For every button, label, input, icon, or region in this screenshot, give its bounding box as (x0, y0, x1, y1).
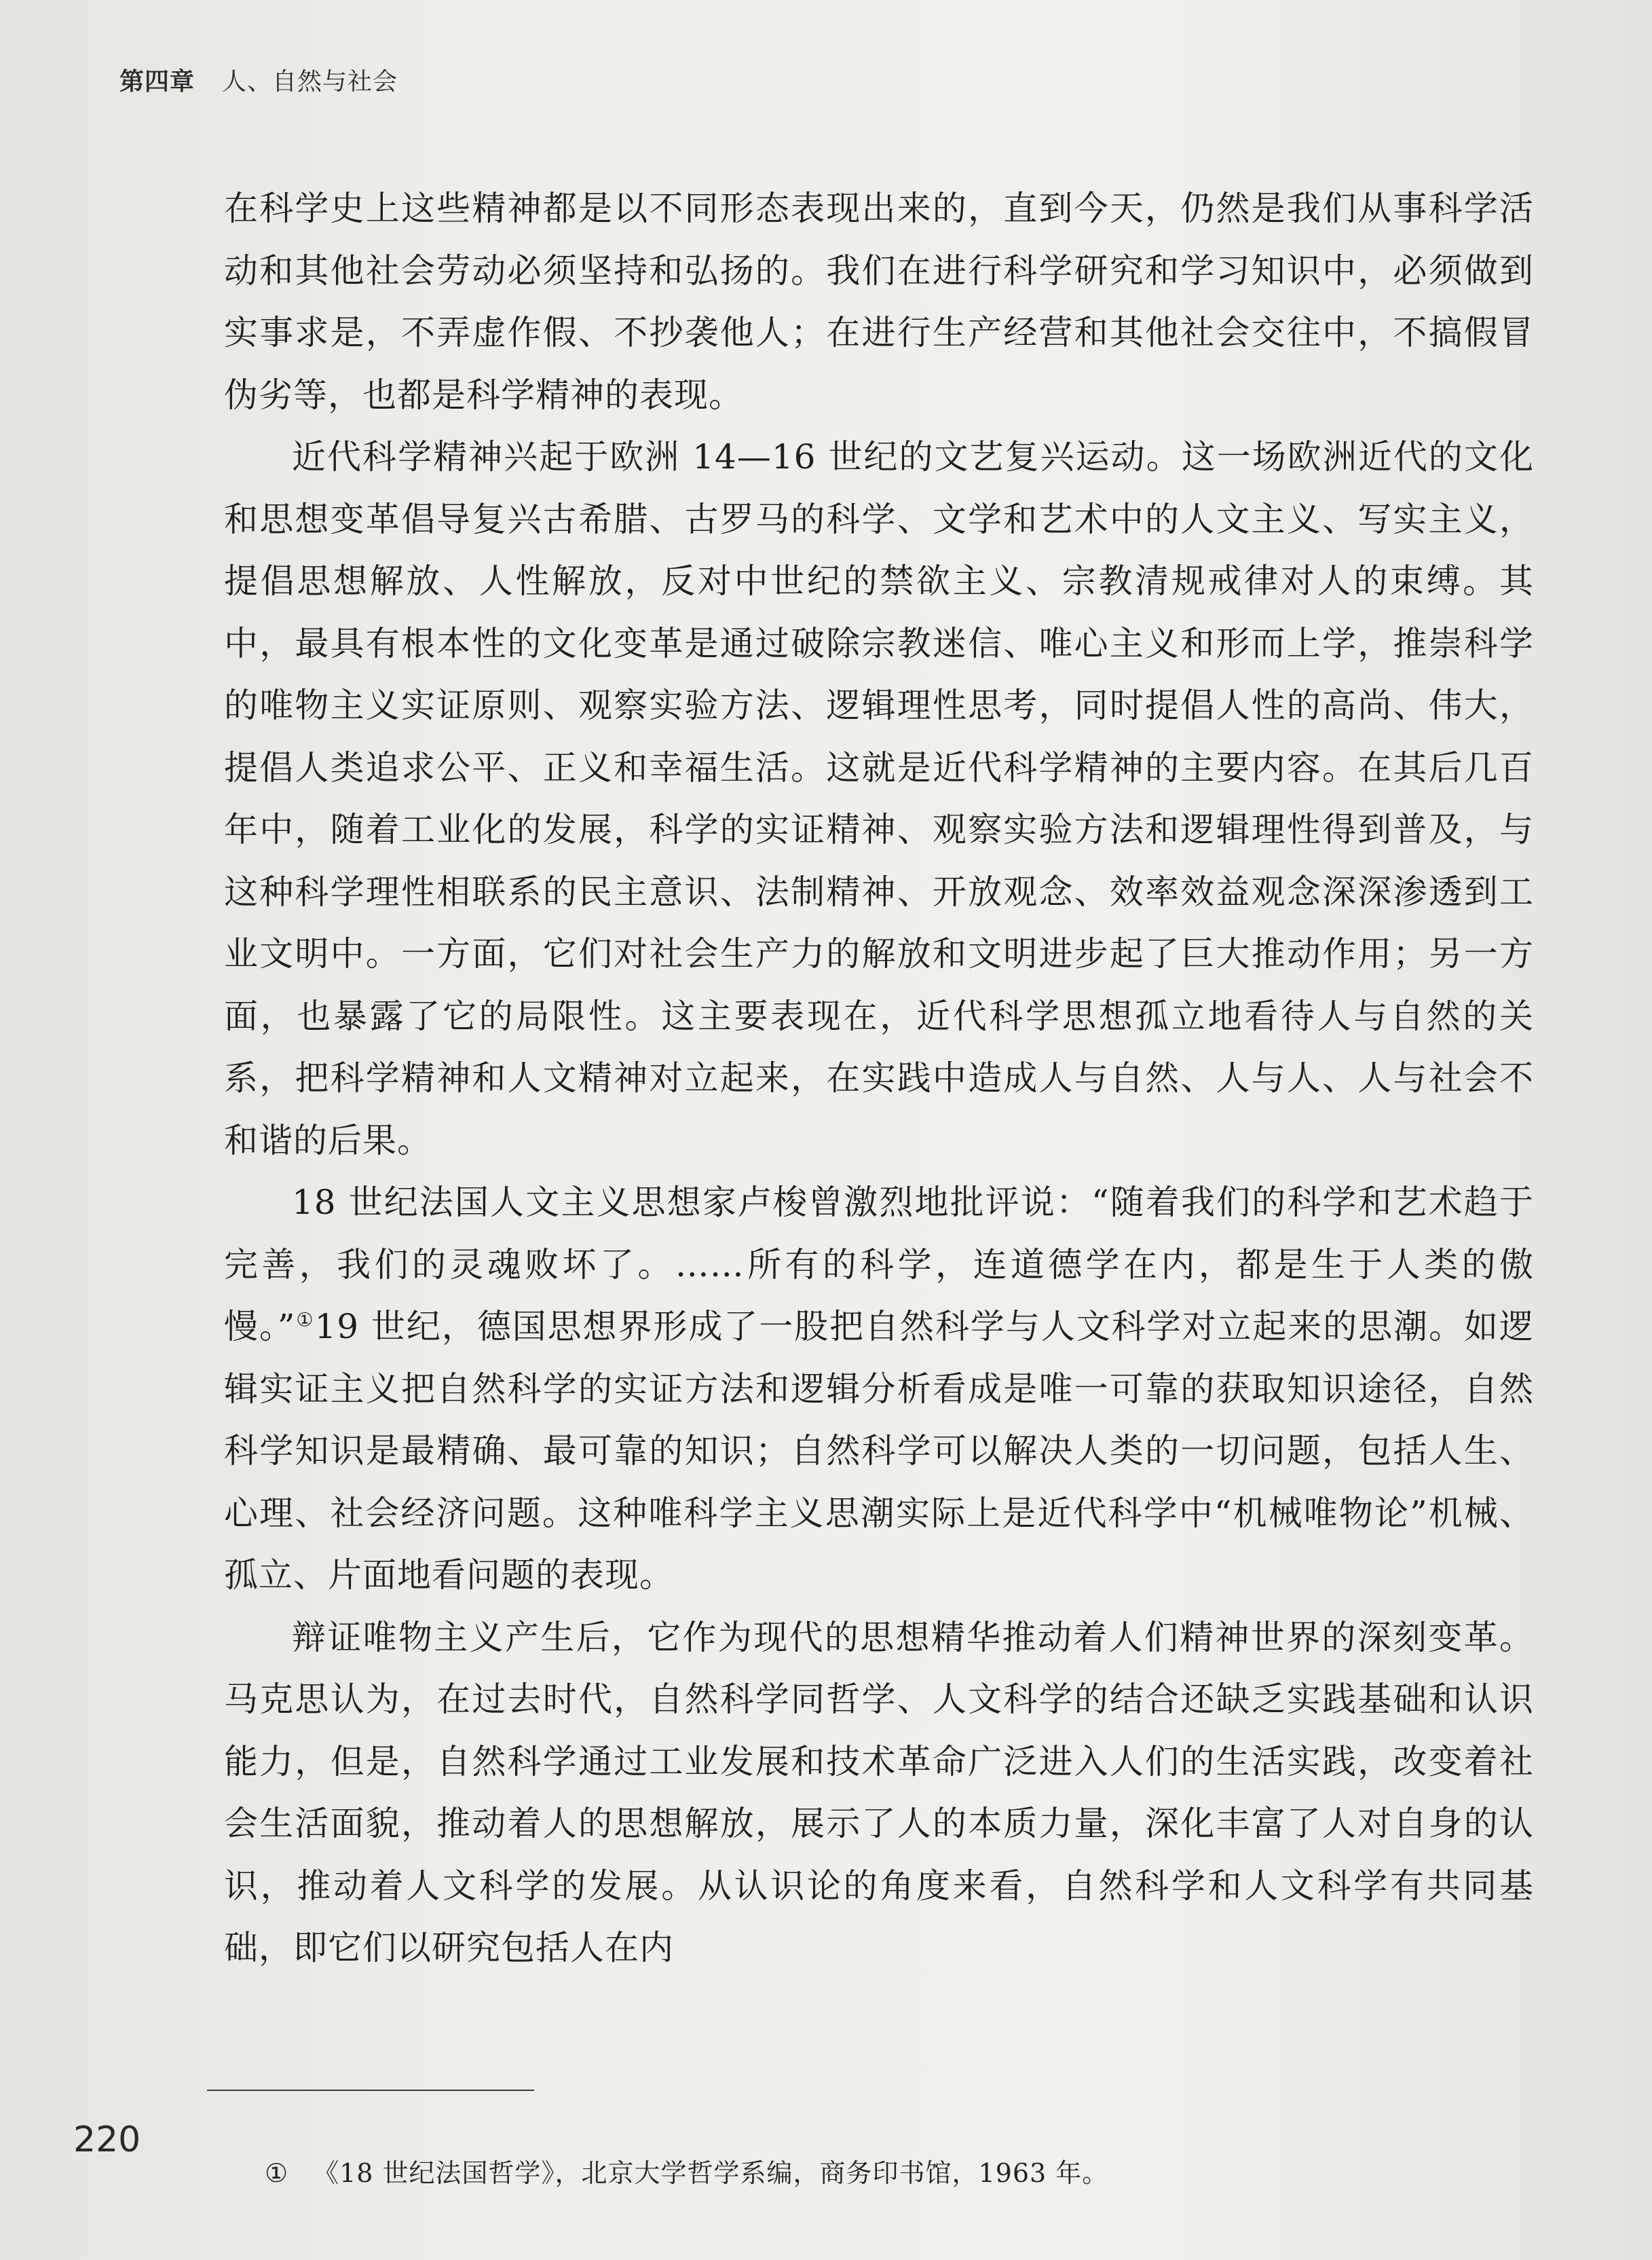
paragraph-2: 近代科学精神兴起于欧洲 14—16 世纪的文艺复兴运动。这一场欧洲近代的文化和思想变革倡导复兴古希腊、古罗马的科学、文学和艺术中的人文主义、写实主义，提倡思想解放、人性解放，反对中世纪的禁欲主义、宗教清规戒律对人的束缚。其中，最具有根本性的文化变革是通过破除宗教迷信、唯心主义和形而上学，推崇科学的唯物主义实证原则、观察实验方法、逻辑理性思考，同时提倡人性的高尚、伟大，提倡人类追求公平、正义和幸福生活。这就是近代科学精神的主要内容。在其后几百年中，随着工业化的发展，科学的实证精神、观察实验方法和逻辑理性得到普及，与这种科学理性相联系的民主意识、法制精神、开放观念、效率效益观念深深渗透到工业文明中。一方面，它们对社会生产力的解放和文明进步起了巨大推动作用；另一方面，也暴露了它的局限性。这主要表现在，近代科学思想孤立地看待人与自然的关系，把科学精神和人文精神对立起来，在实践中造成人与自然、人与人、人与社会不和谐的后果。 (224, 437, 1534, 1160)
footnote-mark: ① (265, 2158, 289, 2188)
paragraph-3-before-note: 18 世纪法国人文主义思想家卢梭曾激烈地批评说：“随着我们的科学和艺术趋于完善，我们的灵魂败坏了。……所有的科学，连道德学在内，都是生于人类的傲慢。” (224, 1183, 1534, 1346)
paragraph-3-after-note: 19 世纪，德国思想界形成了一股把自然科学与人文科学对立起来的思潮。如逻辑实证主义把自然科学的实证方法和逻辑分析看成是唯一可靠的获取知识途径，自然科学知识是最精确、最可靠的知识；自然科学可以解决人类的一切问题，包括人生、心理、社会经济问题。这种唯科学主义思潮实际上是近代科学中“机械唯物论”机械、孤立、片面地看问题的表现。 (224, 1307, 1535, 1595)
paragraph-3 (224, 1172, 1534, 1607)
running-header (119, 62, 398, 97)
footnote-divider (207, 2090, 534, 2091)
chapter-number: 第四章 (119, 68, 195, 96)
paragraph-1: 在科学史上这些精神都是以不同形态表现出来的，直到今天，仍然是我们从事科学活动和其他社会劳动必须坚持和弘扬的。我们在进行科学研究和学习知识中，必须做到实事求是，不弄虚作假、不抄袭他人；在进行生产经营和其他社会交往中，不搞假冒伪劣等，也都是科学精神的表现。 (224, 189, 1534, 415)
footnote-reference[interactable]: ① (295, 1308, 315, 1331)
page-number: 220 (73, 2119, 141, 2160)
footnote-text: 《18 世纪法国哲学》，北京大学哲学系编，商务印书馆，1963 年。 (313, 2158, 1109, 2188)
body-text (224, 178, 1534, 1980)
paragraph-4: 辩证唯物主义产生后，它作为现代的思想精华推动着人们精神世界的深刻变革。马克思认为，在过去时代，自然科学同哲学、人文科学的结合还缺乏实践基础和认识能力，但是，自然科学通过工业发展和技术革命广泛进入人们的生活实践，改变着社会生活面貌，推动着人的思想解放，展示了人的本质力量，深化丰富了人对自身的认识，推动着人文科学的发展。从认识论的角度来看，自然科学和人文科学有共同基础，即它们以研究包括人在内 (224, 1617, 1534, 1967)
footnote (265, 2152, 1108, 2189)
chapter-title: 人、自然与社会 (222, 68, 398, 96)
